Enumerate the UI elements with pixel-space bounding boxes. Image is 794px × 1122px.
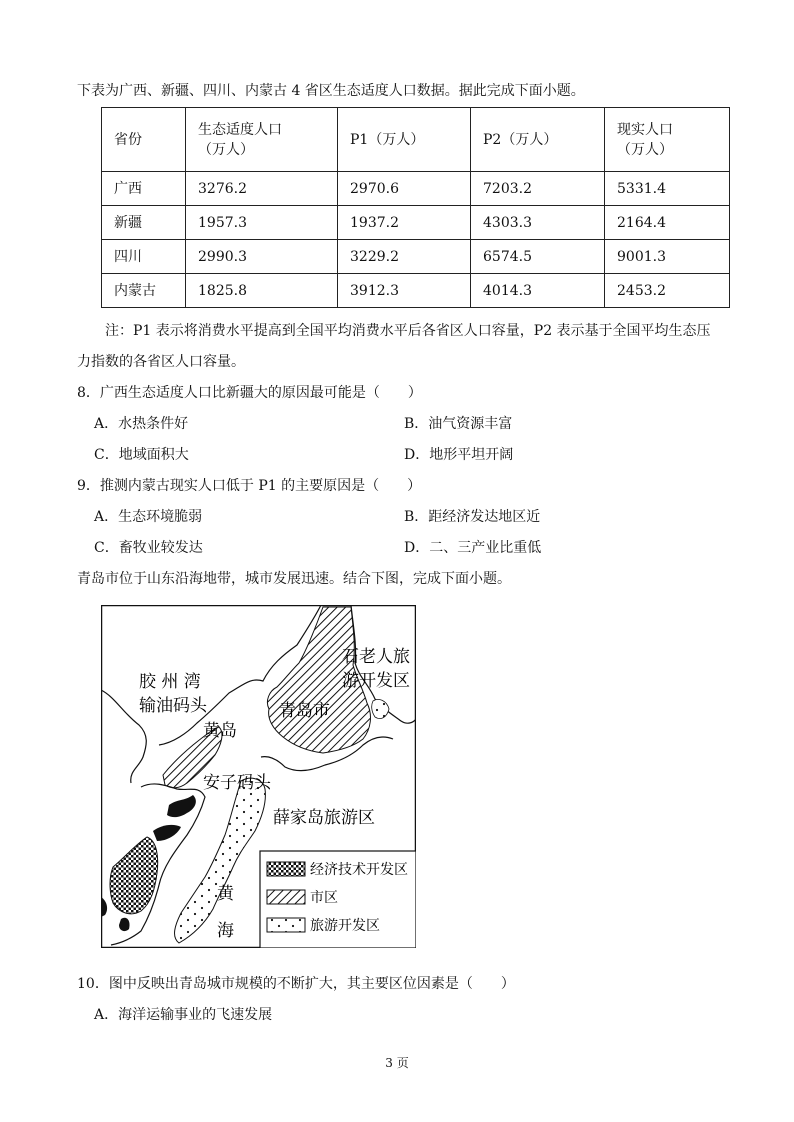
label-qingdao-city: 青岛市 xyxy=(279,701,330,721)
table-cell: 2970.6 xyxy=(338,172,471,206)
legend-swatch-tour xyxy=(267,918,305,932)
qingdao-map xyxy=(101,605,416,948)
question-9-option-c[interactable]: C．畜牧业较发达 xyxy=(94,540,203,556)
table-cell: 1825.8 xyxy=(186,274,338,308)
table-header-row xyxy=(102,108,730,172)
table-row xyxy=(102,274,730,308)
label-jiaozhou-bay: 胶 州 湾 xyxy=(139,672,201,692)
header-actual-line2: （万人） xyxy=(617,141,673,158)
table-cell: 2164.4 xyxy=(605,206,730,240)
label-shilaoren-line1: 石老人旅 xyxy=(342,647,410,667)
label-oil-terminal: 输油码头 xyxy=(139,696,207,716)
table-cell: 3229.2 xyxy=(338,240,471,274)
header-province: 省份 xyxy=(102,108,186,172)
legend-label-econ: 经济技术开发区 xyxy=(310,862,408,878)
table-cell: 4303.3 xyxy=(471,206,605,240)
table-note-line2: 力指数的各省区人口容量。 xyxy=(77,354,245,370)
question-10-option-a[interactable]: A．海洋运输事业的飞速发展 xyxy=(94,1007,273,1023)
question-8-stem: 8．广西生态适度人口比新疆大的原因最可能是（ ） xyxy=(77,385,422,401)
question-10-stem: 10．图中反映出青岛城市规模的不断扩大，其主要区位因素是（ ） xyxy=(77,976,515,992)
legend-label-city: 市区 xyxy=(310,890,338,906)
table-cell: 6574.5 xyxy=(471,240,605,274)
question-9-option-a[interactable]: A．生态环境脆弱 xyxy=(94,509,203,525)
table-cell: 1957.3 xyxy=(186,206,338,240)
table-row xyxy=(102,206,730,240)
label-huangdao: 黄岛 xyxy=(203,721,237,741)
label-anzi-dock: 安子码头 xyxy=(203,773,271,793)
table-cell: 2453.2 xyxy=(605,274,730,308)
table-cell: 5331.4 xyxy=(605,172,730,206)
table-cell: 2990.3 xyxy=(186,240,338,274)
table-cell: 3912.3 xyxy=(338,274,471,308)
header-eco-population-line2: （万人） xyxy=(198,141,254,158)
table-note-line1: 注：P1 表示将消费水平提高到全国平均消费水平后各省区人口容量，P2 表示基于全国平均生态压 xyxy=(105,323,711,339)
question-9-stem: 9．推测内蒙古现实人口低于 P1 的主要原因是（ ） xyxy=(77,478,422,494)
question-8-option-b[interactable]: B．油气资源丰富 xyxy=(404,416,513,432)
table-cell: 新疆 xyxy=(102,206,186,240)
header-actual-population xyxy=(605,108,730,172)
table-cell: 4014.3 xyxy=(471,274,605,308)
map-legend xyxy=(260,851,416,948)
question-8-option-d[interactable]: D．地形平坦开阔 xyxy=(404,447,514,463)
page-number: 3 页 xyxy=(385,1056,409,1070)
table-row xyxy=(102,172,730,206)
table-cell: 内蒙古 xyxy=(102,274,186,308)
header-actual-line1: 现实人口 xyxy=(617,121,673,138)
header-p1: P1（万人） xyxy=(338,108,471,172)
label-sea: 海 xyxy=(217,921,234,941)
header-eco-population-line1: 生态适度人口 xyxy=(198,121,282,138)
intro-text-map: 青岛市位于山东沿海地带，城市发展迅速。结合下图，完成下面小题。 xyxy=(77,571,511,587)
header-p2: P2（万人） xyxy=(471,108,605,172)
table-cell: 9001.3 xyxy=(605,240,730,274)
question-9-option-d[interactable]: D．二、三产业比重低 xyxy=(404,540,542,556)
question-8-option-a[interactable]: A．水热条件好 xyxy=(94,416,189,432)
table-cell: 3276.2 xyxy=(186,172,338,206)
question-8-option-c[interactable]: C．地域面积大 xyxy=(94,447,189,463)
question-9-option-b[interactable]: B．距经济发达地区近 xyxy=(404,509,541,525)
table-cell: 7203.2 xyxy=(471,172,605,206)
intro-text-table: 下表为广西、新疆、四川、内蒙古 4 省区生态适度人口数据。据此完成下面小题。 xyxy=(77,83,585,99)
table-cell: 广西 xyxy=(102,172,186,206)
label-xuejia-island: 薛家岛旅游区 xyxy=(273,808,375,828)
legend-swatch-city xyxy=(267,890,305,904)
legend-swatch-econ xyxy=(267,862,305,876)
header-eco-population xyxy=(186,108,338,172)
label-shilaoren-line2: 游开发区 xyxy=(342,671,410,691)
label-yellow: 黄 xyxy=(217,884,234,904)
table-cell: 四川 xyxy=(102,240,186,274)
legend-label-tour: 旅游开发区 xyxy=(310,918,380,934)
table-row xyxy=(102,240,730,274)
population-table xyxy=(101,107,730,308)
table-cell: 1937.2 xyxy=(338,206,471,240)
